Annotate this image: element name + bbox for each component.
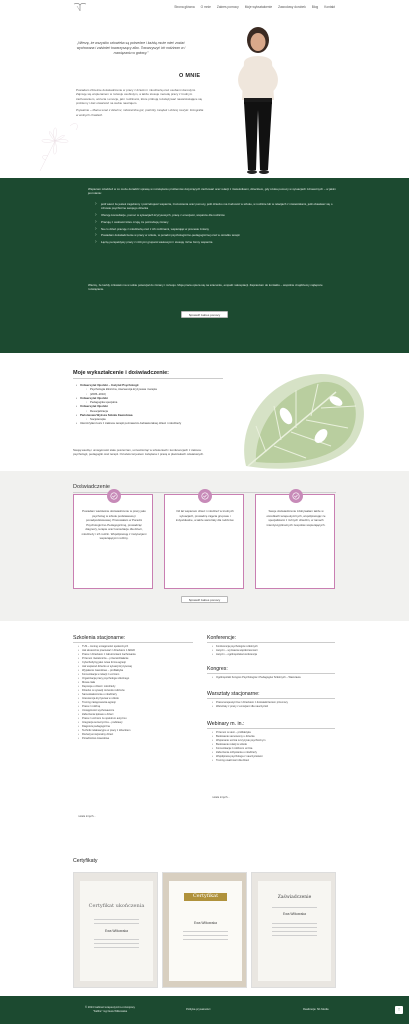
- hero-quote: „Wierzę, że wszystko człowieka są potrzebne i każdą może mieć zostać wychowana i zaistnieć towarzyszący albo. Towarzyszyć ich rodzinom w i rozwiązaniu w gotowy.”: [76, 41, 186, 55]
- list-item: • Techniki relaksacyjne w pracy z dzieckiem: [78, 729, 198, 733]
- list-item: › Łączę perspektywy pracy z różnymi grupami wiekowymi i stosuję różne formy wsparcia: [95, 240, 335, 244]
- nav-item-career[interactable]: Zawodowy dorobek: [278, 5, 306, 9]
- list-item: • Budowanie samooceny u dziecka: [212, 735, 336, 739]
- certificate-document: [169, 881, 242, 981]
- certificate-card[interactable]: [251, 872, 336, 988]
- divider: [73, 642, 193, 643]
- certificate-document: [258, 881, 331, 981]
- workshops-list: [212, 701, 336, 709]
- list-item: • TUS – trening umiejętności społecznych: [78, 645, 198, 649]
- text-line: [183, 931, 228, 932]
- help-scope-button[interactable]: Sprawdź zakres pomocy: [181, 311, 228, 318]
- footer: [0, 996, 409, 1024]
- text-line: [272, 923, 317, 924]
- education-list: [76, 383, 206, 426]
- text-line: [94, 919, 139, 920]
- navbar: [0, 0, 409, 16]
- nav-item-home[interactable]: Strona główna: [174, 5, 195, 9]
- list-item: • Diagnoza pedagogiczna: [78, 725, 198, 729]
- text-line: [272, 907, 317, 908]
- logo-icon[interactable]: [73, 2, 87, 12]
- list-item: • Trening uważności dla dzieci: [212, 759, 336, 763]
- experience-card: [255, 494, 335, 589]
- experience-section: [0, 471, 409, 621]
- list-item: • Ogólnopolski Kongres Psychologów i Pedagogów Szkolnych – Warszawa: [212, 676, 336, 680]
- about-paragraph: Posiadam 20-letnie doświadczenie w pracy z dziećmi i młodzieżą oraz osobami dorosłymi. Zajmuję się wspieraniem w rozwoju osobistym, a także stosuje metodę pracy z trudnym zachowaniem, uczucia i emocje, jak i rodzinami, które próbują rozwiązywać nawarstwiające się problemy i dać otwartość na siebie nawzajem.: [76, 88, 203, 106]
- edu-label: Uniwersytet Opolski: [80, 404, 108, 409]
- list-item: • Ukończyłam kurs z zakresu terapii poznawczo-behawioralnej dzieci i młodzieży: [76, 421, 206, 425]
- list-item: • Przemoc w sieci – profilaktyka: [212, 731, 336, 735]
- trainings-title: Szkolenia stacjonarne:: [73, 635, 126, 641]
- certificate-heading: Certyfikat: [192, 893, 219, 899]
- trainings-list: [78, 645, 198, 741]
- list-item: • Mowa ciała: [78, 681, 198, 685]
- list-item: › Posiadam doświadczenie w pracy w szkole, w poradni psychologiczno-pedagogicznej oraz w ośrodku terapii: [95, 233, 335, 237]
- certificate-name: Ewa Wilkowska: [105, 929, 128, 933]
- education-title: Moje wykształcenie i doświadczenie:: [73, 370, 169, 376]
- footer-copyright: © 2024 Gabinet terapeutyczno-rozwojowy "Kalibe" mgr Ewa Wilkowska: [85, 1006, 135, 1013]
- credit-link[interactable]: Realizacja: SF-Media: [303, 1008, 329, 1011]
- more-link[interactable]: i wiele innych...: [78, 815, 96, 818]
- text-line: [183, 939, 228, 940]
- scroll-top-button[interactable]: [395, 1006, 403, 1014]
- help-outro: Wierzę, że każdy człowiek ma w sobie potencjał do zmiany i rozwoju. Moja praca opiera się na szacunku, empatii i akceptacji. Zapraszam do kontaktu – wspólnie znajdziemy najlepsze rozwiązanie.: [88, 283, 323, 292]
- sub-item: ◦ Pedagogika specjalna: [86, 400, 206, 404]
- about-text: [76, 88, 204, 120]
- list-item: • Rozwój emocjonalny dzieci: [78, 733, 198, 737]
- list-item: • Dziecko w sytuacji rozwodu rodziców: [78, 689, 198, 693]
- certificate-heading: Zaświadczenie: [277, 895, 312, 900]
- list-item: • Autyzm – wyzwania współczesności: [212, 649, 336, 653]
- list-item: • Budowanie relacji w szkole: [212, 743, 336, 747]
- experience-card: [164, 494, 244, 589]
- certificates-title: Certyfikaty: [73, 858, 98, 864]
- list-item: • Interwencja kryzysowa w szkole: [78, 697, 198, 701]
- nav-item-help[interactable]: Zakres pomocy: [216, 5, 239, 9]
- certificate-card[interactable]: [73, 872, 158, 988]
- about-paragraph-private: Prywatnie – Mama wraz z dziećmi, miłośniczka gór, podróży, książek i dobrej muzyki. Fotografia w wolnych chwilach.: [76, 108, 204, 117]
- list-item: › Na co dzień pracuję z młodzieżą oraz z ich rodzinami, wspierając w procesie zmiany: [95, 227, 335, 231]
- list-item: • Praca z uczniem ze spektrum autyzmu: [78, 717, 198, 721]
- experience-card-text: Swoje doświadczenie zdobywałam także w ośrodkach terapeutycznych, współpracując ze specjalistami z różnych dziedzin, w ramach interdyscyplinarnych zespołów wspierających.: [266, 509, 326, 527]
- conferences-title: Konferencje:: [207, 635, 237, 641]
- divider: [207, 698, 335, 699]
- list-item: [76, 413, 206, 422]
- monstera-leaf-image: [226, 366, 376, 472]
- education-section: [0, 353, 409, 471]
- workshops-title: Warsztaty stacjonarne:: [207, 691, 260, 697]
- congress-list: [212, 676, 336, 680]
- about-title: O MNIE: [179, 73, 201, 79]
- divider: [207, 642, 335, 643]
- text-line: [94, 939, 139, 940]
- list-item: › jeśli wiesz że jesteś zagubiony i potrzebujesz wsparcia, zrozumienia oraz pomocy, jeśli dziecko ma trudności w szkole, w rodzinie lub w relacjach z rówieśnikami, jeśli obawiasz się o zdrowie psychiczne swojego dziecka: [95, 202, 335, 210]
- list-item: • Jak wspierać dziecko w sytuacji kryzysowej: [78, 665, 198, 669]
- experience-card-text: Od lat wspieram dzieci i młodzież w trudnych sytuacjach, prowadzę zajęcia grupowe i indywidualne, a także warsztaty dla rodziców.: [175, 509, 235, 522]
- list-item: • Jak skutecznie pracować z dzieckiem z ADHD: [78, 649, 198, 653]
- list-item: • Integracja sensoryczna – podstawy: [78, 721, 198, 725]
- list-item: • Komunikacja z rodzicem ucznia: [212, 747, 336, 751]
- education-paragraph: Swoją wiedzę i umiejętności stale poszerzam, uczestnicząc w szkoleniach i konferencjach z zakresu psychologii, pedagogiki oraz terapii. Od wielu lat jestem związana z pracą w placówkach oświatowych.: [73, 448, 204, 457]
- sub-item: ◦ Socjoterapia: [86, 417, 206, 421]
- list-item: • Poradnictwo zawodowe: [78, 737, 198, 741]
- sub-item: ◦ Psychologia kliniczna, interwencja kryzysowa i terapia: [86, 387, 206, 391]
- check-badge-icon: [107, 489, 121, 503]
- list-item: • Praca z dzieckiem z zaburzeniami zachowania: [78, 653, 198, 657]
- nav-item-about[interactable]: O mnie: [200, 5, 211, 9]
- text-line: [272, 931, 317, 932]
- check-badge-icon: [289, 489, 303, 503]
- sub-item: ◦ (2005–2010): [86, 392, 206, 396]
- list-item: • Wspieranie ucznia w kryzysie psychicznym: [212, 739, 336, 743]
- help-scope-button[interactable]: Sprawdź zakres pomocy: [181, 596, 228, 603]
- list-item: › Pracuję z osobami które czują, że potrzebują zmiany: [95, 220, 335, 224]
- certificate-name: Ewa Wilkowska: [194, 921, 217, 925]
- nav-item-contact[interactable]: Kontakt: [324, 5, 335, 9]
- divider: [73, 378, 223, 379]
- list-item: • Organizacja pracy psychologa szkolnego: [78, 677, 198, 681]
- congress-title: Kongres:: [207, 666, 228, 672]
- privacy-policy-link[interactable]: Polityka prywatności: [186, 1008, 211, 1011]
- help-intro: Wspieram młodzież w co może doradzić sprawę w rozwiązaniu problemów dotyczących zachowań oraz relacji z rówieśnikami, dzieckiem, gdy szuka pomocy w sytuacjach zdrowotnych – w jakim jest stanie:: [88, 187, 336, 196]
- certificate-card[interactable]: [162, 872, 247, 988]
- edu-label: Państwowa Wyższa Szkoła Zawodowa: [80, 412, 133, 417]
- check-badge-icon: [198, 489, 212, 503]
- divider: [207, 673, 335, 674]
- text-line: [94, 943, 139, 944]
- list-item: • Wypalenie zawodowe – profilaktyka: [78, 669, 198, 673]
- certificate-document: [80, 881, 153, 981]
- list-item: [76, 383, 206, 396]
- edu-label: Uniwersytet Opolski: [80, 395, 108, 400]
- nav-item-education[interactable]: Moje wykształcenie: [244, 5, 273, 9]
- help-list: [95, 202, 335, 247]
- certificate-name: Ewa Wilkowska: [283, 912, 306, 916]
- list-item: • Przemoc rówieśnicza – przeciwdziałanie: [78, 657, 198, 661]
- list-item: • Umiejętności wychowawcze: [78, 709, 198, 713]
- list-item: [76, 396, 206, 405]
- webinars-title: Webinary m. in.:: [207, 721, 245, 727]
- list-item: • Praca z rodziną: [78, 705, 198, 709]
- conferences-list: [212, 645, 336, 657]
- list-item: › Oferuję konsultacje, pomoc w sytuacjach kryzysowych, pracę z emocjami, wsparcie dla rodziców: [95, 213, 335, 217]
- text-line: [272, 927, 317, 928]
- help-section: [0, 178, 409, 353]
- nav-item-blog[interactable]: Blog: [311, 5, 319, 9]
- nav-menu: [174, 5, 335, 9]
- list-item: • Trening zastępowania agresji: [78, 701, 198, 705]
- list-item: • Konferencja psychologów szkolnych: [212, 645, 336, 649]
- text-line: [183, 935, 228, 936]
- certificate-heading: Certyfikat ukończenia: [88, 903, 145, 909]
- text-line: [272, 935, 317, 936]
- list-item: [76, 404, 206, 413]
- list-item: • Depresja u dzieci i młodzieży: [78, 685, 198, 689]
- more-link[interactable]: i wiele innych...: [212, 796, 230, 799]
- text-line: [94, 923, 139, 924]
- experience-title: Doświadczenie: [73, 484, 110, 490]
- certificates-section: [0, 846, 409, 996]
- list-item: • Współpraca psychologa z nauczycielami: [212, 755, 336, 759]
- edu-label: Uniwersytet Opolski – Instytut Psychologii: [80, 383, 139, 387]
- list-item: • Autyzm – ogólnopolska konferencja: [212, 653, 336, 657]
- arrow-up-icon: ↑: [397, 1006, 401, 1013]
- sub-item: ◦ Resocjalizacja: [86, 409, 206, 413]
- list-item: • Zaburzenia odżywiania u młodzieży: [212, 751, 336, 755]
- trainings-section: [0, 621, 409, 846]
- list-item: • Warsztaty z pracy z emocjami dla nauczycieli: [212, 705, 336, 709]
- list-item: • Cyberbullying jako nowa forma agresji: [78, 661, 198, 665]
- experience-card-text: Posiadam wieloletnie doświadczenie w pracy jako psycholog w szkole podstawowej i ponadpodstawowej. Pracowałam w Poradni Psychologiczno-Pedagogicznej, prowadząc diagnozy, terapie oraz konsultacje dla dzieci, młodzieży i ich rodzin. Współpracuję z instytucjami wspierającymi rodziny.: [81, 509, 147, 540]
- divider: [207, 728, 335, 729]
- list-item: • Praca terapeutyczna z dzieckiem z doświadczeniem przemocy: [212, 701, 336, 705]
- webinars-list: [212, 731, 336, 763]
- list-item: • Samookaleczenia u młodzieży: [78, 693, 198, 697]
- portrait-photo: [222, 22, 292, 178]
- experience-card: [73, 494, 153, 589]
- list-item: • Zaburzenia lękowe u dzieci: [78, 713, 198, 717]
- text-line: [94, 947, 139, 948]
- about-section: [0, 16, 409, 178]
- list-item: • Komunikacja w relacji z uczniem: [78, 673, 198, 677]
